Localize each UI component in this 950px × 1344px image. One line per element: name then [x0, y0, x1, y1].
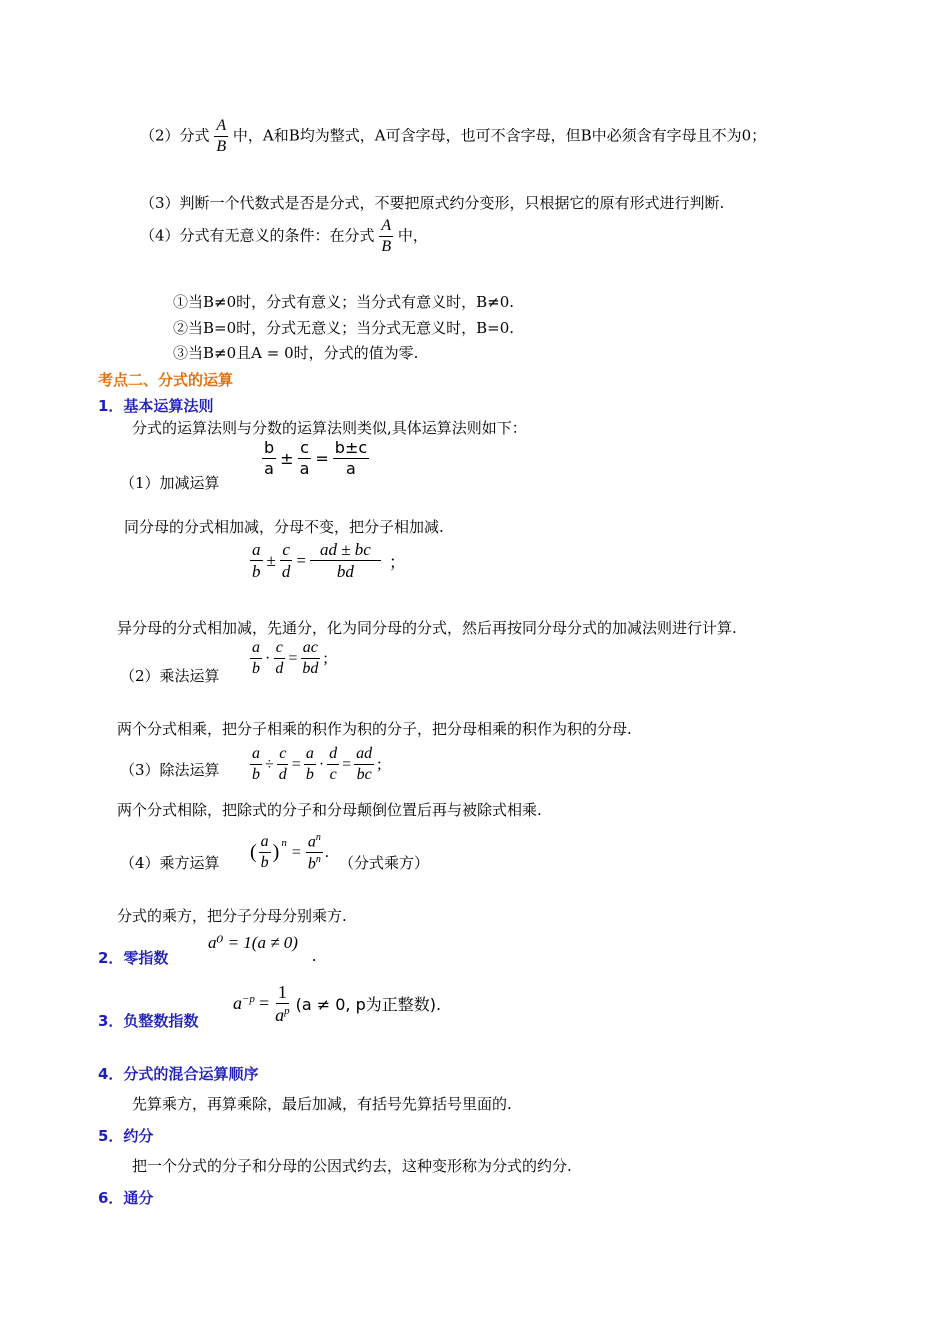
pow-formula: ( $\frac{a}{b}$ ) $^n$ = $\frac{a^n}{b^n}$ .	[250, 832, 329, 873]
fraction: $\frac{c}{d}$	[278, 745, 287, 783]
section-2-title: 2．零指数	[98, 949, 169, 967]
fraction: $\frac{a}{b}$	[252, 639, 260, 677]
mul-text: 两个分式相乘，把分子相乘的积作为积的分子，把分母相乘的积作为积的分母.	[117, 720, 632, 738]
condition-3: （3）判断一个代数式是否是分式，不要把原式约分变形，只根据它的原有形式进行判断.	[140, 194, 725, 212]
pow-label: （4）乘方运算	[120, 854, 220, 872]
fraction: $\frac{1}{a^p}$	[275, 982, 290, 1025]
condition-4-prefix: （4）分式有无意义的条件：在分式	[140, 226, 375, 245]
add-label: （1）加减运算	[120, 474, 220, 492]
fraction-a-over-b: $\frac{A}{B}$	[381, 217, 392, 255]
fraction: $\frac{ad}{bc}$	[356, 745, 373, 783]
section-1-intro: 分式的运算法则与分数的运算法则类似,具体运算法则如下：	[132, 419, 527, 437]
fraction-a-over-b: $\frac{A}{B}$	[216, 117, 227, 155]
section-5-text: 把一个分式的分子和分母的公因式约去，这种变形称为分式的约分.	[132, 1157, 572, 1175]
div-formula: $\frac{a}{b}$ ÷ $\frac{c}{d}$ = $\frac{a}{b}$ · $\frac{d}{c}$ = $\frac{ad}{bc}$ ;	[252, 745, 382, 783]
section-4-text: 先算乘方，再算乘除，最后加减，有括号先算括号里面的.	[132, 1095, 512, 1113]
fraction: $\frac{ad \pm bc}{bd}$	[310, 541, 381, 580]
add-formula-same-denominator: $\frac{b}{a}$ ± $\frac{c}{a}$ = $\frac{b\pm c}{a}$	[264, 438, 368, 478]
condition-4	[140, 218, 428, 255]
div-label: （3）除法运算	[120, 761, 220, 779]
fraction: $\frac{a}{b}$	[252, 540, 261, 581]
fraction: $\frac{c}{a}$	[299, 438, 310, 478]
fraction: $\frac{b\pm c}{a}$	[334, 438, 368, 478]
fraction: $\frac{c}{d}$	[275, 639, 284, 677]
section-6-title: 6．通分	[98, 1189, 154, 1207]
section-4-title: 4．分式的混合运算顺序	[98, 1065, 259, 1083]
fraction: $\frac{a^n}{b^n}$	[307, 832, 321, 873]
section-5-title: 5．约分	[98, 1127, 154, 1145]
topic-2-title: 考点二、分式的运算	[98, 371, 234, 389]
pow-text: 分式的乘方，把分子分母分别乘方.	[117, 907, 347, 925]
mul-label: （2）乘法运算	[120, 667, 220, 685]
fraction: $\frac{b}{a}$	[264, 438, 275, 478]
zero-exponent-formula: a⁰ = 1(a ≠ 0)	[208, 933, 298, 952]
section-1-title: 1．基本运算法则	[98, 397, 214, 415]
condition-4-suffix: 中，	[397, 226, 428, 245]
fraction: $\frac{a}{b}$	[252, 745, 260, 783]
section-3-title: 3．负整数指数	[98, 1012, 199, 1030]
mul-formula: $\frac{a}{b}$ · $\frac{c}{d}$ = $\frac{ac}{bd}$ ;	[252, 639, 328, 677]
condition-2-prefix: （2）分式	[140, 126, 210, 145]
case-3: ③当B≠0且A = 0时，分式的值为零.	[173, 344, 419, 362]
fraction: $\frac{d}{c}$	[329, 745, 338, 783]
condition-2-text: 中，A和B均为整式，A可含字母，也可不含字母，但B中必须含有字母且不为0；	[232, 126, 767, 145]
add-same-denominator-text: 同分母的分式相加减，分母不变，把分子相加减.	[124, 518, 444, 536]
pow-note: （分式乘方）	[339, 854, 430, 872]
zero-exponent-tail: .	[312, 946, 317, 965]
condition-2	[140, 118, 766, 155]
add-different-denominator-text: 异分母的分式相加减，先通分，化为同分母的分式，然后再按同分母分式的加减法则进行计算.	[117, 619, 737, 637]
fraction: $\frac{a}{b}$	[305, 745, 314, 783]
fraction: $\frac{c}{d}$	[281, 540, 291, 581]
fraction: $\frac{a}{b}$	[260, 833, 269, 872]
case-2: ②当B=0时，分式无意义；当分式无意义时，B=0.	[173, 319, 515, 337]
fraction: $\frac{ac}{bd}$	[302, 639, 319, 677]
case-1: ①当B≠0时，分式有意义；当分式有意义时，B≠0.	[173, 293, 515, 311]
negative-exponent-formula: $a^{-p}$ = $\frac{1}{a^p}$ (a ≠ 0, p为正整数).	[233, 982, 442, 1025]
add-formula-different-denominator: $\frac{a}{b}$ ± $\frac{c}{d}$ = $\frac{ad \pm bc}{bd}$ ；	[252, 540, 406, 581]
div-text: 两个分式相除，把除式的分子和分母颠倒位置后再与被除式相乘.	[117, 801, 542, 819]
